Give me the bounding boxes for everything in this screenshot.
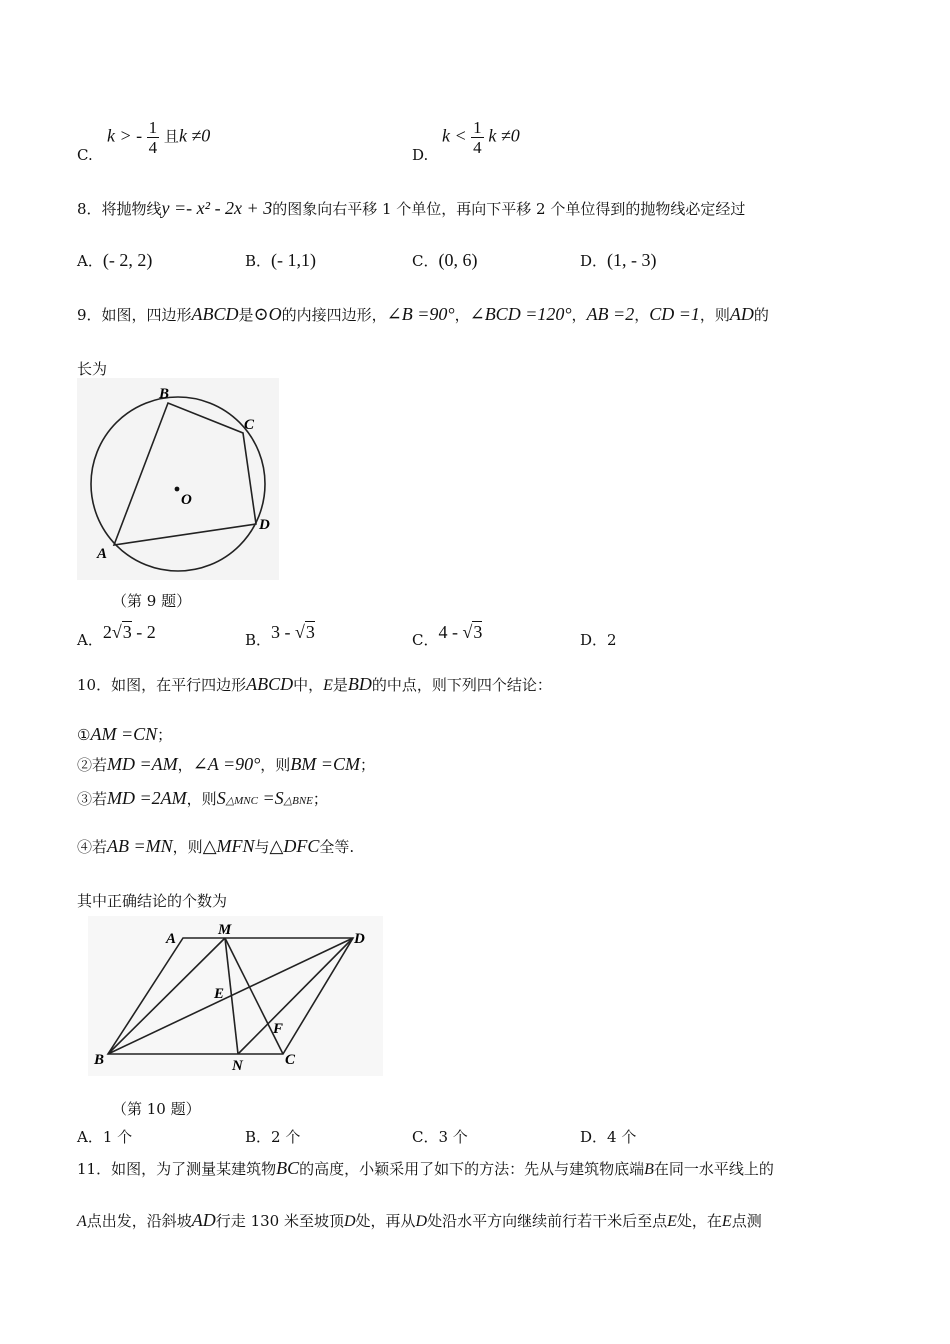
q10-statement-1: ①AM =CN； <box>77 724 173 744</box>
q8-option-b: B．(- 1,1) <box>245 250 317 270</box>
q11-stem-line1: 11．如图，为了测量某建筑物BC的高度，小颖采用了如下的方法：先从与建筑物底端B在同一水平线上的 <box>77 1158 774 1178</box>
q8-option-c: C．(0, 6) <box>412 250 478 270</box>
q8-option-d: D．(1, - 3) <box>580 250 657 270</box>
q9-label-c: C <box>244 417 255 433</box>
q9-option-b: B．3 - √3 <box>245 622 315 649</box>
q11-stem-line2: A点出发，沿斜坡AD行走 130 米至坡顶D处，再从D处沿水平方向继续前行若干米后至点E处，在E点测 <box>77 1210 762 1230</box>
q9-option-d: D．2 <box>580 631 617 649</box>
q9-option-c: C．4 - √3 <box>412 622 483 649</box>
q10-label-a: A <box>166 931 177 947</box>
q10-statement-3: ③若MD =2AM，则S△MNC =S△BNE； <box>77 788 328 808</box>
q9-option-a: A．2√3 - 2 <box>77 622 156 649</box>
q9-label-a: A <box>97 546 108 562</box>
q9-stem-line2: 长为 <box>77 360 108 378</box>
q10-label-e: E <box>214 986 225 1002</box>
q10-figure <box>88 916 383 1076</box>
q9-figure <box>77 378 279 580</box>
q10-label-b: B <box>94 1052 105 1068</box>
q10-caption: （第 10 题） <box>112 1100 201 1118</box>
q10-label-m: M <box>218 922 232 938</box>
q9-label-d: D <box>259 517 270 533</box>
q10-statement-2: ②若MD =AM，∠A =90°，则BM =CM； <box>77 754 375 774</box>
q9-stem: 9．如图，四边形ABCD是⊙O的内接四边形，∠B =90°，∠BCD =120°，AB =2，CD =1，则AD的 <box>77 304 769 324</box>
q9-label-b: B <box>159 386 170 402</box>
q9-caption: （第 9 题） <box>112 592 192 610</box>
q10-label-d: D <box>354 931 365 947</box>
q9-label-o: O <box>181 492 192 508</box>
q10-stem: 10．如图，在平行四边形ABCD中，E是BD的中点，则下列四个结论： <box>77 674 552 694</box>
q10-label-f: F <box>273 1021 284 1037</box>
q8-option-a: A．(- 2, 2) <box>77 250 153 270</box>
q10-option-b: B．2 个 <box>245 1128 301 1146</box>
q10-label-n: N <box>232 1058 243 1074</box>
q10-option-a: A．1 个 <box>77 1128 133 1146</box>
q10-summary: 其中正确结论的个数为 <box>77 892 228 910</box>
q10-option-c: C．3 个 <box>412 1128 468 1146</box>
q10-statement-4: ④若AB =MN，则△MFN与△DFC全等. <box>77 836 355 856</box>
q10-option-d: D．4 个 <box>580 1128 637 1146</box>
q8-stem: 8．将抛物线y =- x² - 2x + 3的图象向右平移 1 个单位，再向下平移 2 个单位得到的抛物线必定经过 <box>77 198 746 218</box>
q10-label-c: C <box>285 1052 296 1068</box>
